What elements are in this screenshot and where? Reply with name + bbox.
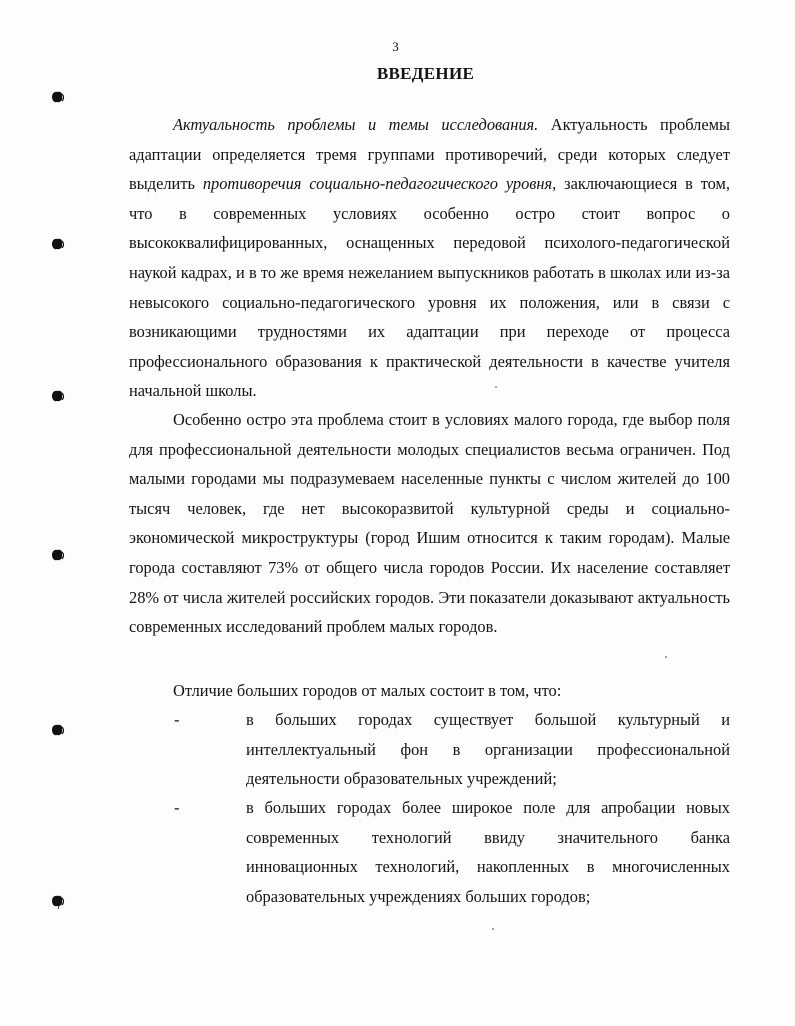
paragraph-relevance (129, 110, 730, 406)
list-item (129, 705, 730, 794)
list-item (129, 793, 730, 911)
hole-punch-mark (50, 388, 66, 404)
scan-speck (665, 656, 667, 658)
page-number: 3 (392, 39, 399, 54)
italic-lead: Актуальность проблемы и темы исследования. (173, 115, 539, 134)
hole-punch-mark (50, 893, 66, 909)
hole-punch-mark (50, 547, 66, 563)
italic-term: противоречия социально-педагогического уровня (202, 174, 553, 194)
list-dash: - (174, 710, 180, 729)
page-title: ВВЕДЕНИЕ (376, 64, 475, 83)
paragraph-text: , заключающиеся в том, что в современных условиях особенно остро стоит вопрос о высококвалифицированных, оснащенных передовой психолого-педагогической наукой кадрах, и в то же время нежеланием выпускников работать в школах или из-за невысокого социально-педагогического уровня их положения, или в связи с возникающими трудностями их адаптации при переходе от процесса профессионального образования к практической деятельности в качестве учителя начальной школы. (129, 174, 731, 401)
hole-punch-mark (50, 236, 66, 252)
list-dash: - (174, 798, 180, 817)
hole-punch-mark (50, 89, 66, 105)
scan-speck (495, 386, 497, 388)
hole-punch-mark (50, 722, 66, 738)
paragraph-text: Актуальность проблемы адаптации определяется тремя группами противоречий, среди которых следует выделить (129, 115, 730, 194)
paragraph-difference: Отличие больших городов от малых состоит в том, что: (173, 681, 562, 700)
list-item-text: в больших городах существует большой культурный и интеллектуальный фон в организации профессиональной деятельности образовательных учреждений; (246, 710, 730, 789)
list-item-text: в больших городах более широкое поле для апробации новых современных технологий ввиду значительного банка инновационных технологий, накопленных в многочисленных образовательных учреждениях больших городов; (246, 798, 730, 906)
paragraph-small-towns: Особенно остро эта проблема стоит в условиях малого города, где выбор поля для профессиональной деятельности молодых специалистов весьма ограничен. Под малыми городами мы подразумеваем населенные пункты с числом жителей до 100 тысяч человек, где нет высокоразвитой культурной среды и социально-экономической микроструктуры (город Ишим относится к таким городам). Малые города составляют 73% от общего числа городов России. Их население составляет 28% от числа жителей российских городов. Эти показатели доказывают актуальность современных исследований проблем малых городов. (129, 410, 730, 637)
scan-speck (492, 928, 494, 930)
